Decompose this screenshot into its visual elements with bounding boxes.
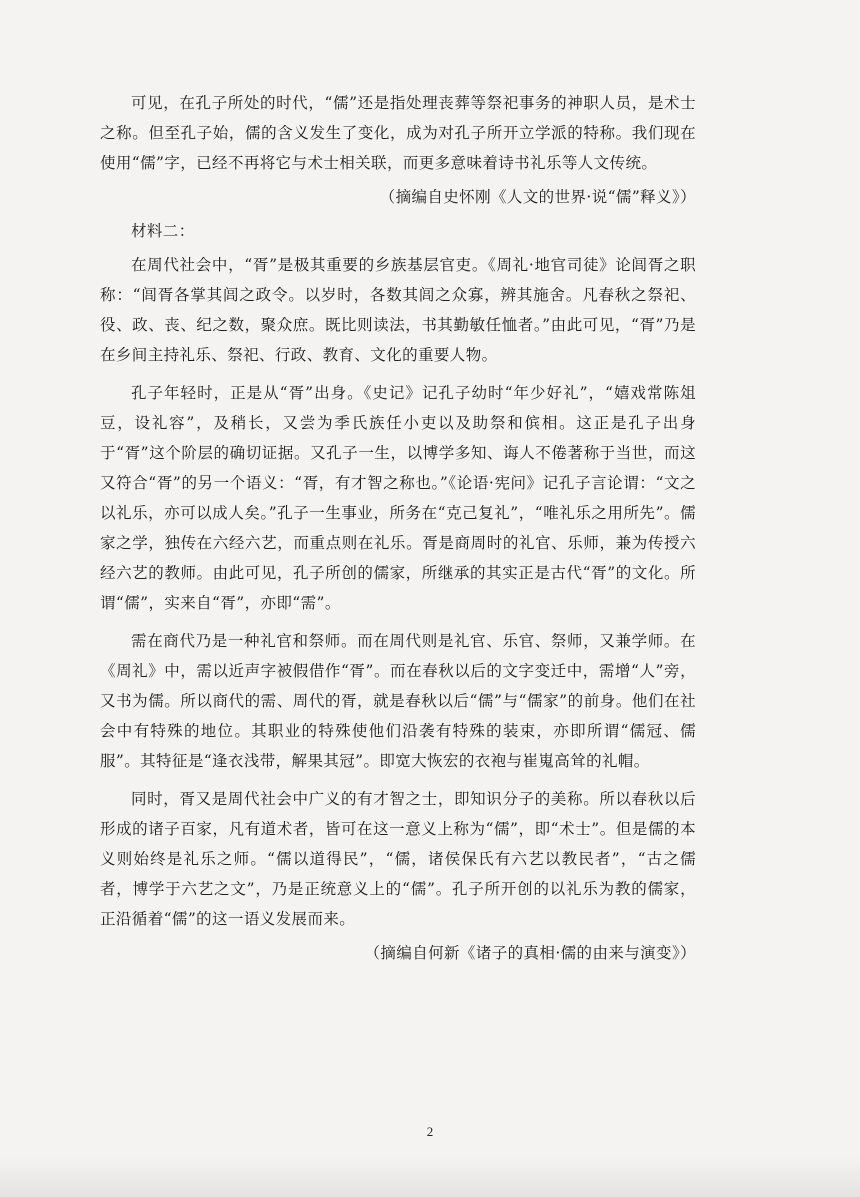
paragraph-intro: 可见，在孔子所处的时代，“儒”还是指处理丧葬等祭祀事务的神职人员，是术士之称。但至孔子始，儒的含义发生了变化，成为对孔子所开立学派的特称。我们现在使用“儒”字，已经不再将它与术士相关联，而更多意味着诗书礼乐等人文传统。 bbox=[100, 94, 696, 172]
paragraph-material-2-1: 在周代社会中，“胥”是极其重要的乡族基层官吏。《周礼·地官司徒》论闾胥之职称：“闾胥各掌其闾之政令。以岁时，各数其闾之众寡，辨其施舍。凡春秋之祭祀、役、政、丧、纪之数，聚众庶。既比则读法，书其勤敏任恤者。”由此可见，“胥”乃是在乡间主持礼乐、祭祀、行政、教育、文化的重要人物。 bbox=[100, 256, 696, 364]
paragraph-material-2-3: 需在商代乃是一种礼官和祭师。而在周代则是礼官、乐官、祭师，又兼学师。在《周礼》中，需以近声字被假借作“胥”。而在春秋以后的文字变迁中，需增“人”旁，又书为儒。所以商代的需、周代的胥，就是春秋以后“儒”与“儒家”的前身。他们在社会中有特殊的地位。其职业的特殊使他们沿袭有特殊的装束，亦即所谓“儒冠、儒服”。其特征是“逢衣浅带，解果其冠”。即宽大恢宏的衣袍与崔嵬高耸的礼帽。 bbox=[100, 632, 696, 770]
paragraph-material-2-2: 孔子年轻时，正是从“胥”出身。《史记》记孔子幼时“年少好礼”，“嬉戏常陈俎豆，设礼容”，及稍长，又尝为季氏族任小吏以及助祭和傧相。这正是孔子出身于“胥”这个阶层的确切证据。又孔子一生，以博学多知、诲人不倦著称于当世，而这又符合“胥”的另一个语义：“胥，有才智之称也。”《论语·宪问》记孔子言论谓：“文之以礼乐，亦可以成人矣。”孔子一生事业，所务在“克己复礼”，“唯礼乐之用所先”。儒家之学，独传在六经六艺，而重点则在礼乐。胥是商周时的礼官、乐师，兼为传授六经六艺的教师。由此可见，孔子所创的儒家，所继承的其实正是古代“胥”的文化。所谓“儒”，实来自“胥”，亦即“需”。 bbox=[100, 384, 696, 612]
text-body bbox=[100, 88, 696, 972]
source-citation-2: （摘编自何新《诸子的真相·儒的由来与演变》） bbox=[364, 944, 696, 962]
page-number: 2 bbox=[426, 1124, 434, 1139]
material-2-heading: 材料二： bbox=[131, 222, 195, 240]
source-citation-1: （摘编自史怀刚《人文的世界·说“儒”释义》） bbox=[379, 188, 696, 206]
paragraph-material-2-4: 同时，胥又是周代社会中广义的有才智之士，即知识分子的美称。所以春秋以后形成的诸子百家，凡有道术者，皆可在这一意义上称为“儒”，即“术士”。但是儒的本义则始终是礼乐之师。“儒以道得民”，“儒，诸侯保氏有六艺以教民者”，“古之儒者，博学于六艺之文”，乃是正统意义上的“儒”。孔子所开创的以礼乐为教的儒家，正沿循着“儒”的这一语义发展而来。 bbox=[100, 790, 696, 928]
scan-edge-shadow bbox=[0, 1157, 860, 1197]
